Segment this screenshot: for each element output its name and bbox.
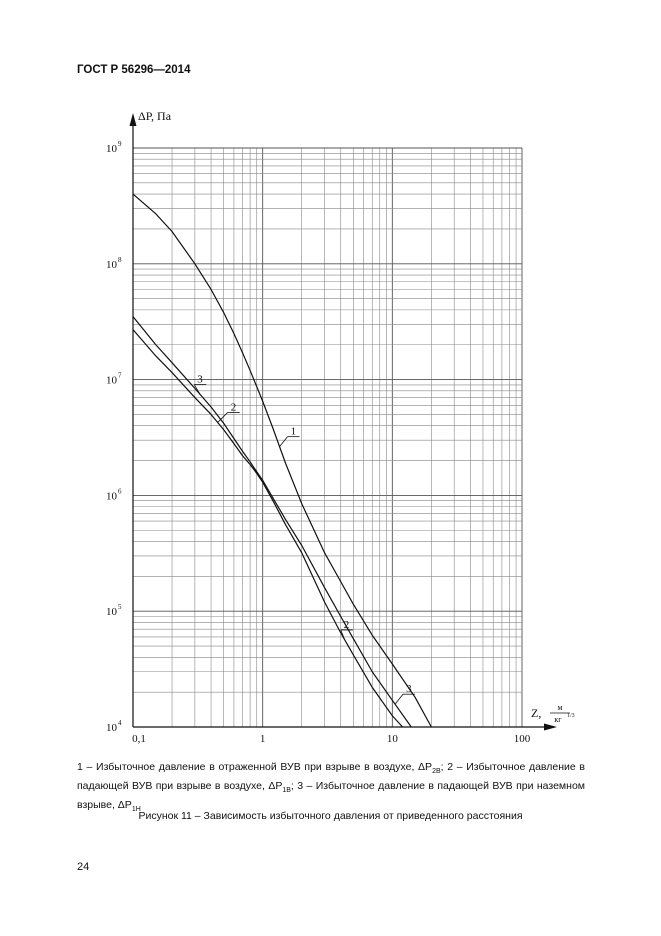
y-tick-exponent: 7 — [118, 371, 122, 380]
legend-item-3-sub: 1Н — [131, 806, 141, 814]
chart-labels — [106, 109, 575, 745]
y-tick-exponent: 8 — [118, 255, 122, 264]
y-tick-exponent: 5 — [118, 603, 122, 612]
y-tick-label: 10 — [106, 258, 117, 271]
x-axis-unit-numerator: м — [557, 703, 563, 712]
annotation-label-1: 1 — [290, 425, 297, 438]
y-tick-label: 10 — [106, 374, 117, 387]
series-curve-2 — [133, 330, 403, 727]
standard-header: ГОСТ Р 56296—2014 — [77, 64, 191, 76]
y-tick-exponent: 6 — [118, 487, 122, 496]
x-tick-label: 100 — [513, 733, 531, 745]
y-tick-exponent: 9 — [118, 140, 122, 148]
annotation-leader-1 — [280, 437, 288, 447]
x-axis-arrow — [544, 724, 557, 731]
legend-item-2-sub: 1В — [282, 787, 291, 795]
annotation-label-2: 2 — [343, 618, 350, 631]
y-axis-arrow — [130, 113, 137, 126]
legend-item-3: ; 3 – Избыточное давление в падающей ВУВ при наземном взрыве, ΔP — [77, 780, 586, 812]
annotation-leader-3 — [395, 694, 403, 704]
y-axis-title: ΔP, Па — [138, 109, 172, 123]
annotation-label-2: 2 — [230, 401, 237, 414]
y-tick-exponent: 4 — [118, 719, 122, 727]
y-tick-label: 10 — [106, 606, 117, 619]
legend-item-2: ; 2 – Избыточное давление в падающей ВУВ при взрыве в воздухе, ΔP — [77, 761, 585, 793]
y-tick-label: 10 — [106, 143, 117, 155]
chart-grid — [133, 148, 522, 727]
series-curve-3 — [133, 317, 411, 727]
y-tick-label: 10 — [106, 722, 117, 734]
legend-item-1: 1 – Избыточное давление в отраженной ВУВ при взрыве в воздухе, ΔP — [77, 761, 433, 773]
annotation-label-3: 3 — [197, 373, 203, 386]
legend-item-1-sub: 2В — [432, 768, 441, 776]
x-axis-title: Z, — [531, 706, 542, 720]
figure-legend — [77, 760, 585, 817]
figure-caption: Рисунок 11 – Зависимость избыточного давления от приведенного расстояния — [138, 810, 523, 822]
y-tick-label: 10 — [106, 490, 117, 503]
x-tick-label: 1 — [259, 733, 266, 745]
x-axis-unit-denominator: кг — [554, 715, 562, 724]
x-axis-unit-exponent: 1/3 — [567, 713, 575, 719]
x-tick-label: 10 — [386, 733, 398, 745]
annotation-label-3: 3 — [406, 683, 412, 696]
page-number: 24 — [77, 861, 90, 873]
x-tick-label: 0,1 — [132, 733, 146, 745]
